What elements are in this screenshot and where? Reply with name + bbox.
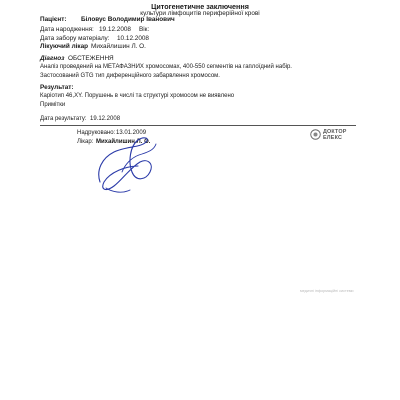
handwritten-signature bbox=[92, 132, 162, 198]
treating-doctor-label: Лікуючий лікар bbox=[40, 43, 89, 50]
footer-doctor-name: Михайлишин Л. О. bbox=[96, 139, 151, 145]
diagnosis-value: ОБСТЕЖЕННЯ bbox=[68, 55, 114, 62]
patient-label: Пацієнт: bbox=[40, 16, 67, 23]
logo-icon bbox=[310, 129, 321, 140]
result-date-label: Дата результату: bbox=[40, 116, 87, 122]
footer-doctor-label: Лікар: bbox=[77, 139, 94, 145]
age-label: Вік: bbox=[139, 26, 150, 33]
birth-date-label: Дата народження: bbox=[40, 26, 94, 33]
diagnosis-label: Діагноз bbox=[40, 55, 65, 62]
document-title: Цитогенетичне заключення bbox=[151, 2, 249, 11]
birth-date-value: 19.12.2008 bbox=[99, 26, 131, 33]
printed-label: Надруковано: bbox=[77, 130, 116, 136]
result-label: Результат: bbox=[40, 84, 74, 91]
logo-line-2: ЕЛЕКС bbox=[323, 135, 343, 141]
doctor-elex-logo bbox=[310, 128, 354, 142]
result-date-value: 19.12.2008 bbox=[90, 116, 121, 122]
karyotype-line: Каріотип 46,XY. Порушень в числі та структурі хромосом не виявлено bbox=[40, 93, 235, 99]
document-subtitle: культури лімфоцитів периферійної крові bbox=[140, 10, 260, 17]
notes-label: Примітки bbox=[40, 102, 66, 108]
footer-divider bbox=[40, 125, 356, 126]
analysis-line-2: Застосований GTG тип диференційного забарвлення хромосом. bbox=[40, 73, 220, 79]
faint-footer-text: медичні інформаційні системи bbox=[300, 289, 354, 293]
printed-date: 13.01.2009 bbox=[116, 130, 147, 136]
logo-line-1: ДОКТОР bbox=[323, 129, 347, 135]
sample-date-value: 10.12.2008 bbox=[117, 35, 149, 42]
analysis-line-1: Аналіз проведений на МЕТАФАЗНИХ хромосомах, 400-550 сегментів на гаплоїдний набір. bbox=[40, 64, 292, 70]
patient-name: Біловус Володимир Іванович bbox=[81, 16, 175, 23]
sample-date-label: Дата забору матеріалу: bbox=[40, 35, 110, 42]
treating-doctor-value: Михайлишин Л. О. bbox=[91, 43, 146, 50]
